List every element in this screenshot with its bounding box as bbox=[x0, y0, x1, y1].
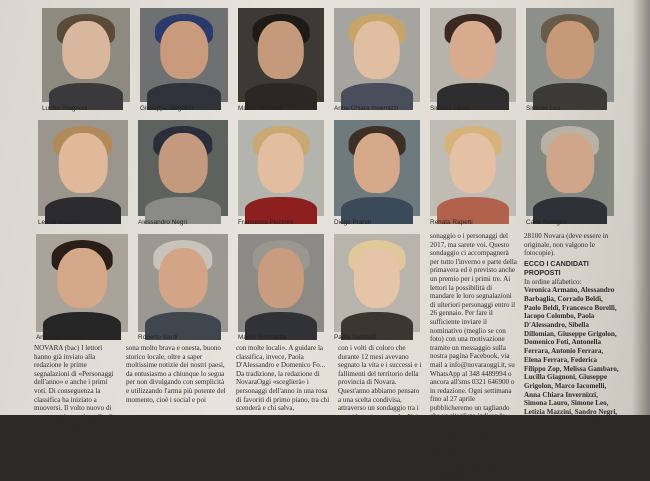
photo-mauro-trombetta bbox=[238, 234, 324, 332]
photo-letizia-mazzini bbox=[38, 120, 128, 216]
candidates-box bbox=[524, 232, 620, 460]
article-column-2: sona molto brava e onesta, buono storico locale, oltre a saper moltissime notizie dei nostri paesi, da entusiasmo a chiunque lo segua per non divulgando con semplicità e utilizzando l'arma più potente del momento, cioè i social e poi bbox=[126, 344, 226, 404]
photo-simona-lauro bbox=[430, 8, 516, 102]
article-column-3: con molte locali». A guidare la classifica, invece, Paola D'Alessandro e Domenico Fo... Da tradizione, la redazione di NovaraOggi «sceglierà» i personaggi dell'anno in una rosa di favoriti di primo piano, tra chi scenderà e chi salva, bbox=[236, 344, 330, 413]
caption: Marco Iacomelli bbox=[238, 105, 283, 112]
candidates-list: Veronica Armano, Alessandro Barbaglia, Corrado Beldì, Paolo Beldì, Francesco Borelli, Iacopo Colombo, Paola D'Alessandro, Sibella Dillomian, Giuseppe Grigolon, Domenico Foti, Antonella Ferrara, Antonio Ferrara, Elena Ferrara, Federica Filippo Zop, Melissa Gambaro, Lucilla Giagnoni, Giuseppe Grigolon, Marco Iacomelli, Anna Chiara Invernizzi, Simona Lauro, Simone Leo, Letizia Mazzini, Sandro Negri, Francesca Piccinini, Diego Prandi, Renata Rapetti, Carlo Robiglio, Anna Ida Russo, Roberto Sardi, Mauro Trombetta, Paola Turchelli bbox=[524, 286, 619, 460]
photo-anna-chiara-invernizzi bbox=[334, 8, 420, 102]
caption: Lucilla Giagnoni bbox=[42, 105, 88, 112]
photo-anna-ida-russo bbox=[36, 234, 128, 332]
article-column-1: NOVARA (bac) I lettori hanno già inviato alla redazione le prime segnalazioni di «Personaggi dell'anno» e anche i primi voti. Di conseguenza la classifica ha iniziato a muoversi. Il volto nuovo di questa settimana è quello di Giuseppe Grigolon con questa motivazione «per- bbox=[34, 344, 114, 438]
caption: Carlo Robiglio bbox=[526, 219, 567, 226]
photo-diego-prandi bbox=[334, 120, 420, 216]
photo-giuseppe-grigolon bbox=[140, 8, 228, 102]
caption: Francesca Piccinini bbox=[238, 219, 294, 226]
caption: Roberto Sardi bbox=[138, 334, 178, 341]
caption: Letizia Mazzini bbox=[38, 219, 80, 226]
caption: Mauro Trombetta bbox=[238, 334, 287, 341]
photo-roberto-sardi bbox=[138, 234, 228, 332]
caption: Alessandro Negri bbox=[138, 219, 188, 226]
photo-paola-turchelli bbox=[334, 234, 420, 332]
caption: Diego Prandi bbox=[334, 219, 371, 226]
candidates-intro-text: 28100 Novara (deve essere in originale, non valgono le fotocopie). bbox=[524, 232, 609, 258]
page-edge-shadow bbox=[632, 0, 650, 415]
caption: Simona Lauro bbox=[430, 105, 470, 112]
photo-francesca-piccinini bbox=[238, 120, 324, 216]
caption: Paola Turchelli bbox=[334, 334, 376, 341]
caption: Anna Ida Russo bbox=[36, 334, 82, 341]
photo-renata-rapetti bbox=[430, 120, 516, 216]
caption: Simone Leo bbox=[526, 105, 561, 112]
caption: Anna Chiara Invernizzi bbox=[334, 105, 399, 112]
photo-marco-iacomelli bbox=[238, 8, 324, 102]
photo-simone-leo bbox=[526, 8, 614, 102]
candidates-order-note: In ordine alfabetico: bbox=[524, 277, 582, 286]
photo-carlo-robiglio bbox=[526, 120, 614, 216]
photo-lucilla-giagnoni bbox=[42, 8, 130, 102]
caption: Giuseppe Grigolon bbox=[140, 105, 194, 112]
candidates-heading: ECCO I CANDIDATI PROPOSTI bbox=[524, 260, 589, 277]
photo-alessandro-negri bbox=[138, 120, 228, 216]
article-column-5: sonaggio o i personaggi del 2017, ma sarete voi. Questo sondaggio ci accompagnerà per tutto l'inverno e parte della primavera ed è previsto anche un premio per i primi tre. Ai lettori la possibilità di mandare le loro segnalazioni di ulteriori personaggi entro il 26 gennaio. Per fare il sufficiente inviare il nominativo (meglio se con foto) con una motivazione tramite un messaggio sulla nostra pagina Facebook, via mail a info@novaraoggi.it, su WhatsApp al 348 4489994 o ancora all'sms 0321 646900 o in redazione. Ogni settimana fino al 27 aprile pubblicheremo un tagliando che va ritagliato indicando nome e cognome del personaggio prescelto, così da fare salire in classifica. Il tagliando va consegnato in redazione oppure spedito a redazione NovaraOggi piazza Martiri della Libertà 3 bbox=[430, 232, 517, 481]
caption: Renata Rapetti bbox=[430, 219, 473, 226]
article-column-4: con i volti di coloro che durante 12 mesi avevano segnato la vita e i successi e i fallimenti del territorio della provincia di Novara. Quest'anno abbiamo pensato a una scelta condivisa, attraverso un sondaggio tra i nostri lettori e non solo. Noi saremo noi a scegliere il per- bbox=[338, 344, 422, 430]
